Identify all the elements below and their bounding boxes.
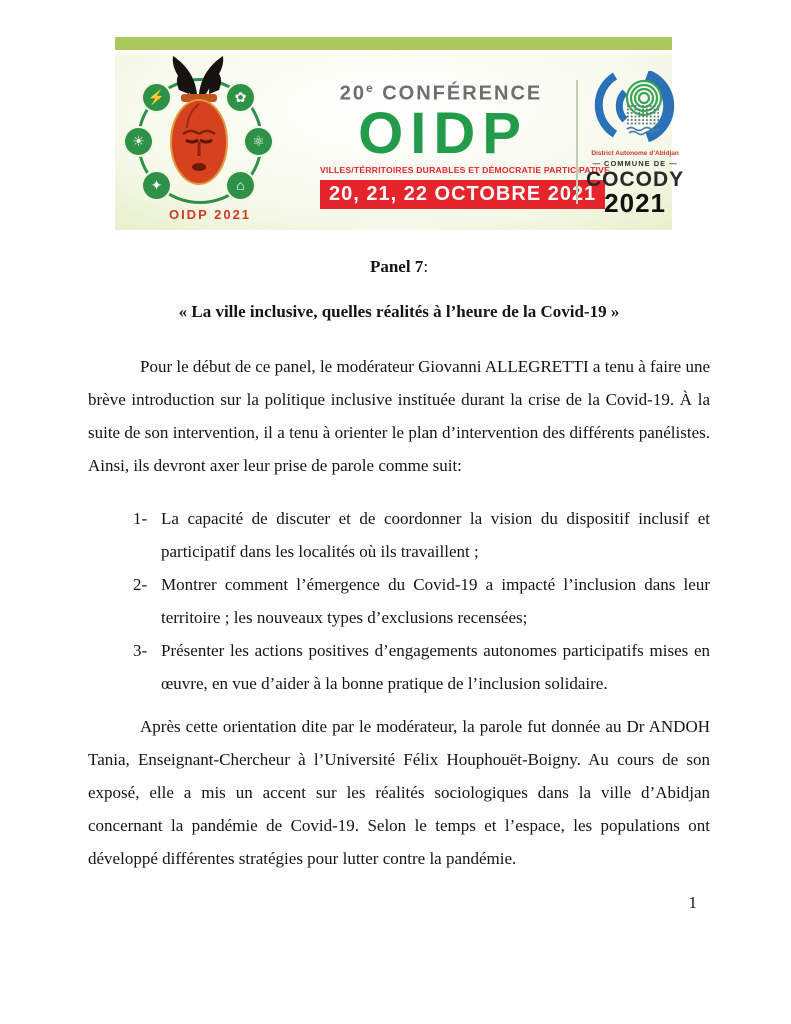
banner-top-bar	[115, 37, 672, 50]
list-item-number: 2-	[133, 575, 148, 594]
list-item	[133, 502, 710, 568]
banner-tagline: VILLES/TÉRRITOIRES DURABLES ET DÉMOCRATIE PARTICIPATIVE	[320, 164, 610, 175]
banner-body	[115, 54, 685, 230]
list-item	[133, 568, 710, 634]
cocody-logo	[586, 71, 685, 218]
document-content	[88, 250, 710, 875]
list-item-text: Présenter les actions positives d’engagements autonomes participatifs mises en œuvre, en vue d’aider à la bonne pratique de l’inclusion solidaire.	[161, 641, 710, 693]
sun-icon: ☀	[125, 128, 152, 155]
panel-heading-text: Panel 7	[369, 257, 424, 276]
city-icon: ⌂	[227, 172, 254, 199]
panel-heading-colon: :	[423, 257, 429, 276]
molecule-icon: ⚛	[245, 128, 272, 155]
list-item-number: 3-	[133, 641, 148, 660]
conference-banner	[115, 37, 685, 230]
conference-number: 20	[339, 82, 366, 105]
district-label: District Autonome d’Abidjan	[591, 150, 679, 158]
oidp-mask-logo	[115, 54, 320, 230]
paragraph-andoh: Après cette orientation dite par le modérateur, la parole fut donnée au Dr ANDOH Tania, Enseignant-Chercheur à l’Université Félix Houphouët-Boigny. Au cours de son exposé, elle a mis un accent sur les réalités sociologiques dans la ville d’Abidjan concernant la pandémie de Covid-19. Selon le temps et l’espace, les populations ont développé différentes stratégies pour lutter contre la pandémie.	[88, 717, 710, 868]
panel-title: « La ville inclusive, quelles réalités à l’heure de la Covid-19 »	[178, 302, 620, 321]
list-item-text: La capacité de discuter et de coordonner la vision du dispositif inclusif et participatif dans les localités où ils travaillent ;	[161, 509, 710, 561]
conference-word: CONFÉRENCE	[382, 82, 543, 105]
commune-name: COCODY	[586, 167, 685, 191]
commune-year: 2021	[604, 187, 667, 218]
bird-icon: ✦	[143, 172, 170, 199]
page-number: 1	[688, 893, 697, 912]
banner-divider	[576, 80, 578, 204]
list-item-text: Montrer comment l’émergence du Covid-19 a impacté l’inclusion dans leur territoire ; les nouveaux types d’exclusions recensées;	[161, 575, 710, 627]
list-item-number: 1-	[133, 509, 148, 528]
oidp-2021-caption: OIDP 2021	[168, 207, 252, 222]
panel-heading	[88, 250, 710, 283]
list-item	[133, 634, 710, 700]
banner-center-text	[320, 81, 610, 209]
numbered-list	[88, 502, 710, 700]
flower-icon: ✿	[227, 84, 254, 111]
commune-label: — COMMUNE DE —	[592, 158, 678, 168]
energy-icon: ⚡	[143, 84, 170, 111]
paragraph-introduction: Pour le début de ce panel, le modérateur Giovanni ALLEGRETTI a tenu à faire une brève introduction sur la politique inclusive instituée durant la crise de la Covid-19. À la suite de son intervention, il a tenu à orienter le plan d’intervention des différents panélistes. Ainsi, ils devront axer leur prise de parole comme suit:	[88, 357, 710, 475]
conference-ordinal: e	[365, 81, 375, 96]
african-mask-icon	[153, 50, 245, 200]
cocody-emblem-icon	[587, 71, 683, 145]
conference-dates-badge: 20, 21, 22 OCTOBRE 2021	[320, 180, 605, 209]
oidp-acronym: OIDP	[358, 100, 528, 166]
